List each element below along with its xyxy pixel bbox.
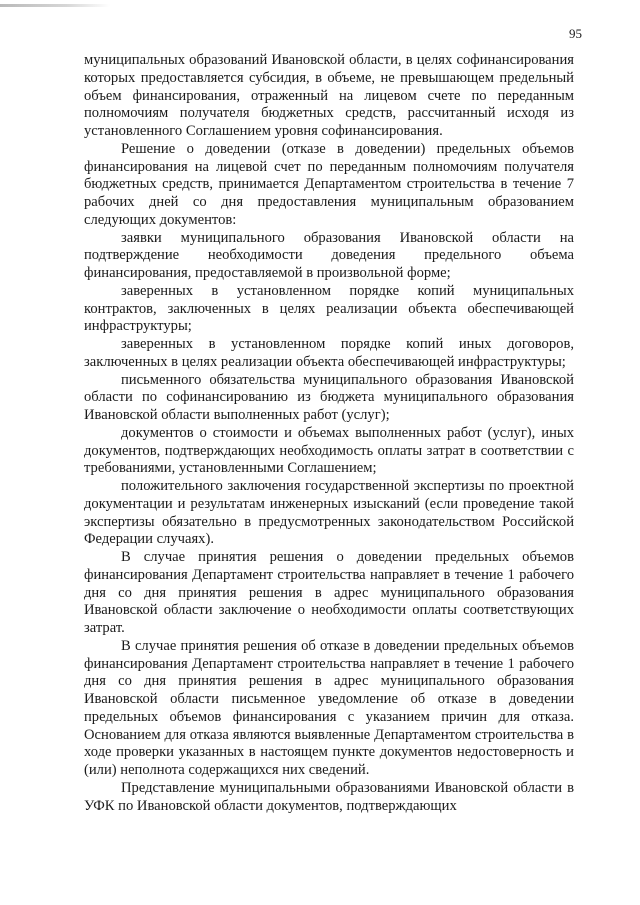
- page-number: 95: [569, 26, 582, 41]
- paragraph-approval-case: В случае принятия решения о доведении предельных объемов финансирования Департамент строительства направляет в течение 1 рабочего дня со дня принятия решения в адрес муниципального образования Ивановской области заключение о необходимости оплаты соответствующих затрат.: [84, 549, 574, 636]
- list-item-municipal-contracts: заверенных в установленном порядке копий муниципальных контрактов, заключенных в целях реализации объекта обеспечивающей инфраструктуры;: [84, 282, 574, 335]
- paragraph-continuation: муниципальных образований Ивановской области, в целях софинансирования которых предоставляется субсидия, в объеме, не превышающем предельный объем финансирования, отраженный на лицевом счете по переданным полномочиям получателя бюджетных средств, рассчитанный исходя из установленного Соглашением уровня софинансирования.: [84, 52, 574, 139]
- paragraph-ufk-submission: Представление муниципальными образованиями Ивановской области в УФК по Ивановской области документов, подтверждающих: [84, 779, 574, 814]
- page-text: [84, 52, 574, 815]
- list-item-other-contracts: заверенных в установленном порядке копий иных договоров, заключенных в целях реализации объекта обеспечивающей инфраструктуры;: [84, 336, 574, 370]
- list-item-cost-documents: документов о стоимости и объемах выполненных работ (услуг), иных документов, подтверждающих необходимость оплаты затрат в соответствии с требованиями, установленными Соглашением;: [84, 424, 574, 477]
- paragraph-refusal-case: В случае принятия решения об отказе в доведении предельных объемов финансирования Департамент строительства направляет в течение 1 рабочего дня со дня принятия решения в адрес муниципального образования Ивановской области письменное уведомление об отказе в доведении предельных объемов финансирования с указанием причин для отказа. Основанием для отказа являются выявленные Департаментом строительства в ходе проверки указанных в настоящем пункте документов недостоверность и (или) неполнота содержащихся них сведений.: [84, 637, 574, 778]
- scan-artifact: [0, 4, 110, 7]
- paragraph-decision-intro: Решение о доведении (отказе в доведении) предельных объемов финансирования на лицевой счет по переданным полномочиям получателя бюджетных средств, принимается Департаментом строительства в течение 7 рабочих дней со дня предоставления муниципальным образованием следующих документов:: [84, 140, 574, 228]
- list-item-cofinancing-obligation: письменного обязательства муниципального образования Ивановской области по софинансированию из бюджета муниципального образования Ивановской области выполненных работ (услуг);: [84, 371, 574, 423]
- list-item-expertise-conclusion: положительного заключения государственной экспертизы по проектной документации и результатам инженерных изысканий (если проведение такой экспертизы обязательно в предусмотренных законодательством Российской Федерации случаях).: [84, 478, 574, 548]
- list-item-application: заявки муниципального образования Ивановской области на подтверждение необходимости доведения предельного объема финансирования, предоставляемой в произвольной форме;: [84, 229, 574, 281]
